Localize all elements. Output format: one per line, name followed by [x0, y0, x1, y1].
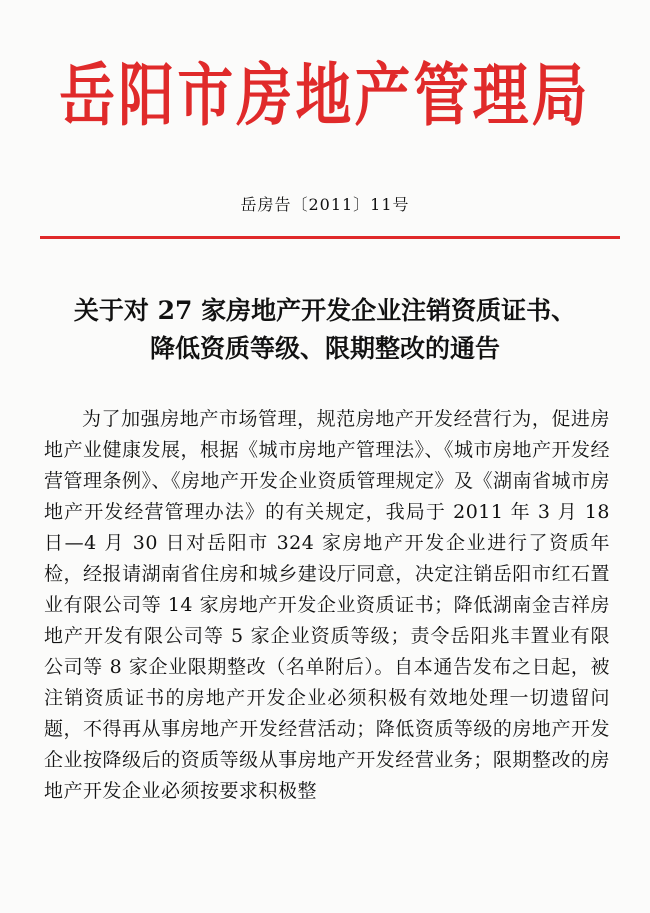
document-number: 岳房告〔2011〕11号 [240, 195, 410, 214]
red-divider-line [40, 236, 620, 239]
notice-title [0, 292, 650, 368]
notice-title-line-2: 降低资质等级、限期整改的通告 [149, 334, 500, 363]
agency-header-title: 岳阳市房地产管理局 [59, 56, 591, 136]
notice-body-paragraph: 为了加强房地产市场管理，规范房地产开发经营行为，促进房地产业健康发展，根据《城市房地产管理法》、《城市房地产开发经营管理条例》、《房地产开发企业资质管理规定》及《湖南省城市房地产开发经营管理办法》的有关规定，我局于 2011 年 3 月 18 日—4 月 30 日对岳阳市 324 家房地产开发企业进行了资质年检，经报请湖南省住房和城乡建设厅同意，决定注销岳阳市红石置业有限公司等 14 家房地产开发企业资质证书；降低湖南金吉祥房地产开发有限公司等 5 家企业资质等级；责令岳阳兆丰置业有限公司等 8 家企业限期整改（名单附后）。自本通告发布之日起，被注销资质证书的房地产开发企业必须积极有效地处理一切遗留问题，不得再从事房地产开发经营活动；降低资质等级的房地产开发企业按降级后的资质等级从事房地产开发经营业务；限期整改的房地产开发企业必须按要求积极整 [44, 408, 611, 802]
notice-title-line-1: 关于对 27 家房地产开发企业注销资质证书、 [73, 296, 577, 325]
